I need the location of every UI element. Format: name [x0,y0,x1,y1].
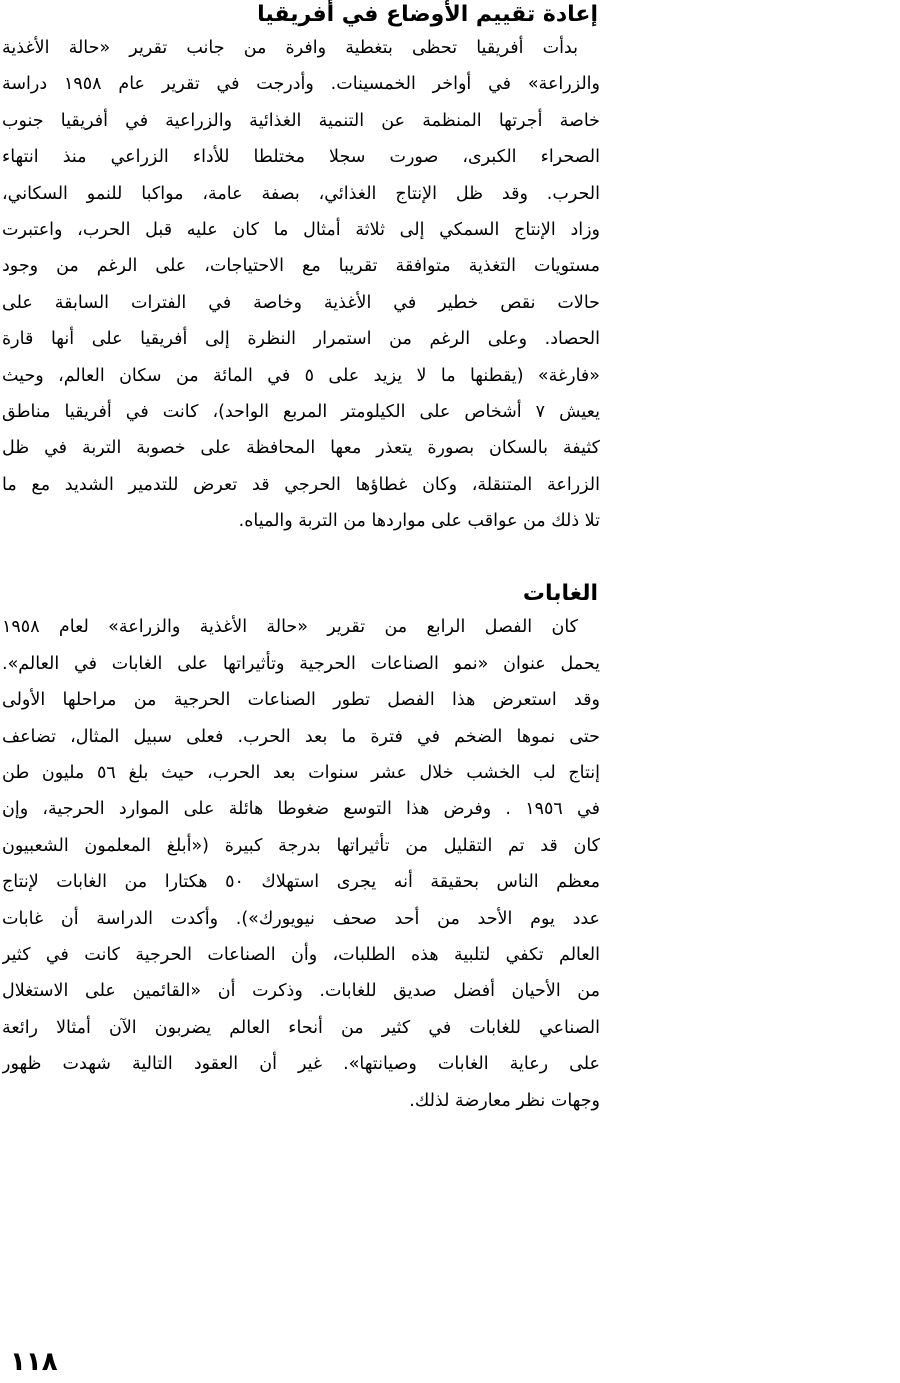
paragraph-line: يعيش ٧ أشخاص على الكيلومتر المربع الواحد)، كانت في أفريقيا مناطق [2,401,600,422]
paragraph-line: وزاد الإنتاج السمكي إلى ثلاثة أمثال ما كان عليه قبل الحرب، واعتبرت [2,219,600,240]
paragraph-line: العالم تكفي لتلبية هذه الطلبات، وأن الصناعات الحرجية كانت في كثير [2,944,600,965]
paragraph-line: تلا ذلك من عواقب على مواردها من التربة والمياه. [238,511,600,532]
paragraph-line: الزراعة المتنقلة، وكان غطاؤها الحرجي قد تعرض للتدمير الشديد مع ما [2,474,600,495]
paragraph-line: يحمل عنوان «نمو الصناعات الحرجية وتأثيراتها على الغابات في العالم». [2,653,600,674]
paragraph-line: كان الفصل الرابع من تقرير «حالة الأغذية والزراعة» لعام ١٩٥٨ [2,617,578,638]
page-number: ١١٨ [10,1347,58,1377]
paragraph-line: بدأت أفريقيا تحظى بتغطية وافرة من جانب تقرير «حالة الأغذية [2,38,578,58]
paragraph-line: عدد يوم الأحد من أحد صحف نيويورك»). وأكدت الدراسة أن غابات [2,908,600,929]
paragraph-line: معظم الناس بحقيقة أنه يجرى استهلاك ٥٠ هكتارا من الغابات لإنتاج [2,872,600,893]
paragraph-line: حالات نقص خطير في الأغذية وخاصة في الفترات السابقة على [2,292,600,313]
paragraph-forests [2,609,600,1118]
paragraph-line: خاصة أجرتها المنظمة عن التنمية الغذائية والزراعية في أفريقيا جنوب [2,110,600,131]
paragraph-line: كان قد تم التقليل من تأثيراتها بدرجة كبيرة («أبلغ المعلمون الشعبيون [2,835,600,856]
paragraph-line: في ١٩٥٦ . وفرض هذا التوسع ضغوطا هائلة على الموارد الحرجية، وإن [2,799,600,820]
paragraph-line: الصحراء الكبرى، صورت سجلا مختلطا للأداء الزراعي منذ انتهاء [2,147,600,168]
paragraph-line: كثيفة بالسكان بصورة يتعذر معها المحافظة على خصوبة التربة في ظل [2,438,600,459]
paragraph-line: من الأحيان أفضل صديق للغابات. وذكرت أن «القائمين على الاستغلال [2,981,600,1002]
paragraph-line: الحرب. وقد ظل الإنتاج الغذائي، بصفة عامة، مواكبا للنمو السكاني، [2,183,600,204]
paragraph-africa [2,30,600,539]
text-column [2,0,600,1119]
paragraph-line: مستويات التغذية متوافقة تقريبا مع الاحتياجات، على الرغم من وجود [2,256,600,277]
paragraph-line: والزراعة» في أواخر الخمسينات. وأدرجت في تقرير عام ١٩٥٨ دراسة [2,74,600,95]
paragraph-line: حتى نموها الضخم في فترة ما بعد الحرب. فعلى سبيل المثال، تضاعف [2,726,600,747]
paragraph-line: الحصاد. وعلى الرغم من استمرار النظرة إلى أفريقيا على أنها قارة [2,329,600,350]
paragraph-line: وقد استعرض هذا الفصل تطور الصناعات الحرجية من مراحلها الأولى [2,690,600,711]
paragraph-line: «فارغة» (يقطنها ما لا يزيد على ٥ في المائة من سكان العالم، وحيث [2,365,600,386]
paragraph-line: إنتاج لب الخشب خلال عشر سنوات بعد الحرب، حيث بلغ ٥٦ مليون طن [2,763,600,784]
paragraph-line: وجهات نظر معارضة لذلك. [409,1090,600,1111]
paragraph-line: الصناعي للغابات في كثير من أنحاء العالم يضربون الآن أمثالا رائعة [2,1017,600,1038]
section-heading-forests: الغابات [522,581,598,607]
paragraph-line: على رعاية الغابات وصيانتها». غير أن العقود التالية شهدت ظهور [2,1054,600,1075]
section-heading-africa: إعادة تقييم الأوضاع في أفريقيا [257,2,598,27]
